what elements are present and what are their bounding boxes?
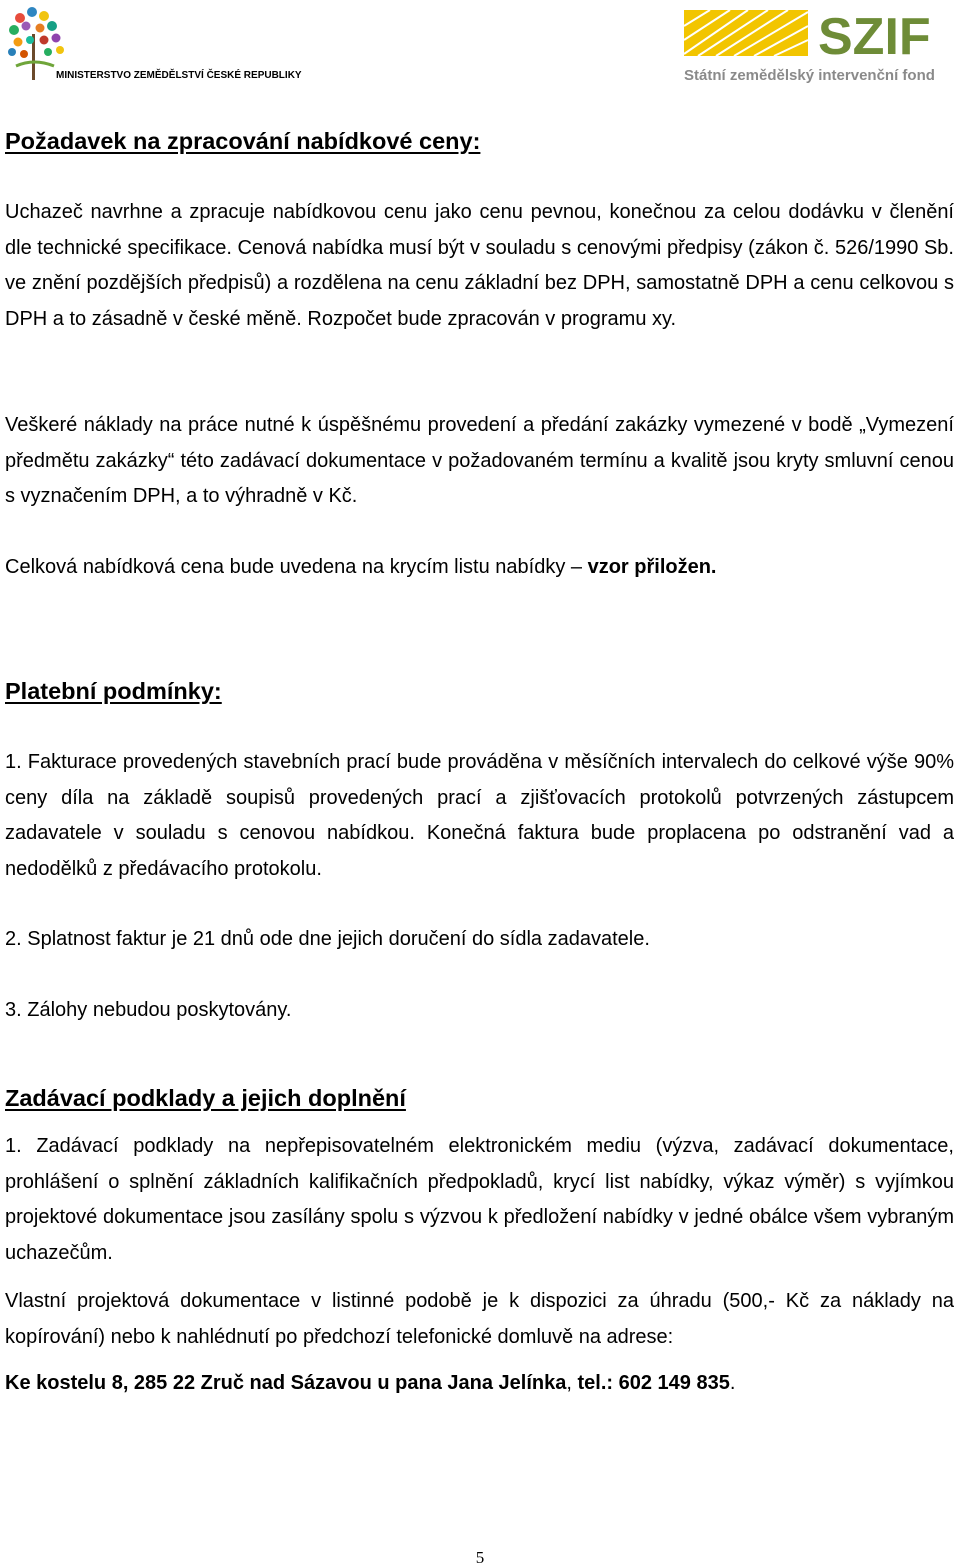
project-documentation-paragraph: Vlastní projektová dokumentace v listinné podobě je k dispozici za úhradu (500,- Kč za náklady na kopírování) nebo k nahlédnutí po předchozí telefonické domluvě na adrese: [5,1290,954,1348]
szif-logo-abbr: SZIF [818,8,931,66]
phone-number: tel.: 602 149 835 [577,1372,730,1394]
total-price-text: Celková nabídková cena bude uvedena na krycím listu nabídky – [5,556,588,578]
payment-terms-item-3: 3. Zálohy nebudou poskytovány. [5,999,292,1021]
ministry-logo-text: MINISTERSTVO ZEMĚDĚLSTVÍ ČESKÉ REPUBLIKY [56,70,302,81]
address-text: Ke kostelu 8, 285 22 Zruč nad Sázavou u pana Jana Jelínka [5,1372,567,1394]
total-price-paragraph [5,550,716,586]
field-stripes-icon [684,10,808,56]
price-requirements-paragraph: Uchazeč navrhne a zpracuje nabídkovou cenu jako cenu pevnou, konečnou za celou dodávku v členění dle technické specifikace. Cenová nabídka musí být v souladu s cenovými předpisy (zákon č. 526/1990 Sb. ve znění pozdějších předpisů) a rozdělena na cenu základní bez DPH, samostatně DPH a cenu celkovou s DPH a to zásadně v české měně. Rozpočet bude zpracován v programu xy. [5,201,954,330]
szif-logo-text: Státní zemědělský intervenční fond [684,67,935,84]
page-number: 5 [475,1548,485,1567]
template-attached-note: vzor přiložen. [587,556,717,578]
cost-coverage-paragraph: Veškeré náklady na práce nutné k úspěšnému provedení a předání zakázky vymezené v bodě „Vymezení předmětu zakázky“ této zadávací dokumentace v požadovaném termínu a kvalitě jsou kryty smluvní cenou s vyznačením DPH, a to výhradně v Kč. [5,414,954,507]
address-separator: , [566,1372,578,1394]
tender-documents-heading: Zadávací podklady a jejich doplnění [5,1085,406,1111]
address-line [5,1366,735,1402]
ministry-of-agriculture-logo [6,4,302,86]
payment-terms-heading: Platební podmínky: [5,678,222,704]
price-requirements-heading: Požadavek na zpracování nabídkové ceny: [5,128,481,154]
tender-documents-item-1: 1. Zadávací podklady na nepřepisovatelném elektronickém mediu (výzva, zadávací dokumentace, prohlášení o splnění základních kalifikačních předpokladů, krycí list nabídky, výkaz výměr) s vyjímkou projektové dokumentace jsou zasílány spolu s výzvou k předložení nabídky v jedné obálce všem vybraným uchazečům. [5,1135,954,1264]
szif-logo [678,6,958,84]
address-end: . [729,1372,736,1394]
payment-terms-item-2: 2. Splatnost faktur je 21 dnů ode dne jejich doručení do sídla zadavatele. [5,928,650,950]
payment-terms-item-1: 1. Fakturace provedených stavebních prací bude prováděna v měsíčních intervalech do celkové výše 90% ceny díla na základě soupisů provedených prací a zjišťovacích protokolů potvrzených zástupcem zadavatele v souladu s cenovou nabídkou. Konečná faktura bude proplacena po odstranění vad a nedodělků z předávacího protokolu. [5,751,954,880]
